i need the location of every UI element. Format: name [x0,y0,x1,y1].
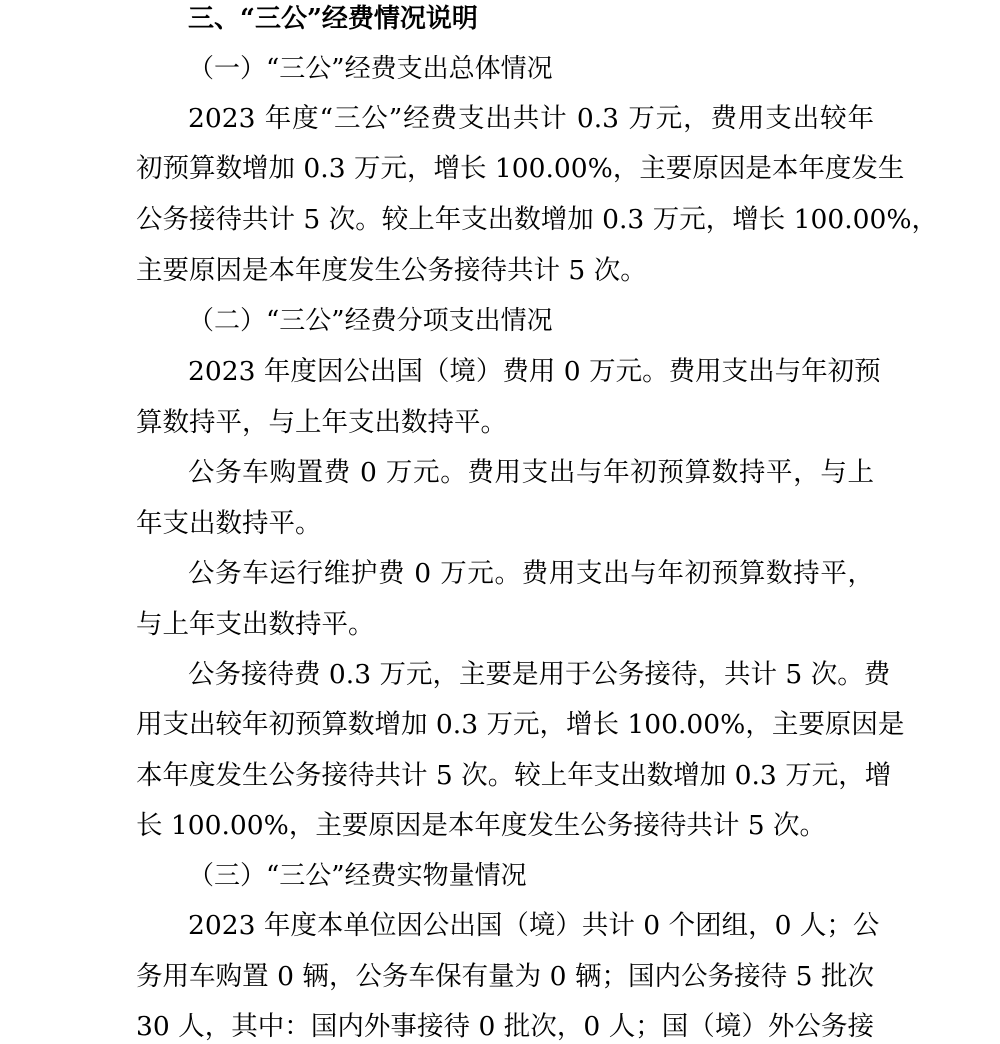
paragraph-line: 2023 年度“三公”经费支出共计 0.3 万元，费用支出较年 [188,103,874,134]
paragraph-line: 初预算数增加 0.3 万元，增长 100.00%，主要原因是本年度发生 [136,153,905,184]
paragraph-line: 年支出数持平。 [136,508,322,539]
paragraph-line: 本年度发生公务接待共计 5 次。较上年支出数增加 0.3 万元，增 [136,760,892,791]
paragraph-line: 30 人，其中：国内外事接待 0 批次，0 人；国（境）外公务接 [136,1011,874,1042]
paragraph-line: 与上年支出数持平。 [136,609,375,640]
paragraph-line: 务用车购置 0 辆，公务车保有量为 0 辆；国内公务接待 5 批次 [136,961,874,992]
paragraph-line: 算数持平，与上年支出数持平。 [136,407,507,438]
paragraph-line: 公务车运行维护费 0 万元。费用支出与年初预算数持平， [188,558,874,589]
subsection-heading-overall: （一）“三公”经费支出总体情况 [188,54,553,84]
section-title: 三、“三公”经费情况说明 [188,4,478,34]
paragraph-line: 公务车购置费 0 万元。费用支出与年初预算数持平，与上 [188,457,874,488]
paragraph-line: 用支出较年初预算数增加 0.3 万元，增长 100.00%，主要原因是 [136,709,905,740]
paragraph-line: 长 100.00%，主要原因是本年度发生公务接待共计 5 次。 [136,810,827,841]
subsection-heading-physical: （三）“三公”经费实物量情况 [188,861,527,891]
paragraph-line: 公务接待费 0.3 万元，主要是用于公务接待，共计 5 次。费 [188,659,891,690]
paragraph-line: 2023 年度因公出国（境）费用 0 万元。费用支出与年初预 [188,356,881,387]
paragraph-line: 2023 年度本单位因公出国（境）共计 0 个团组，0 人；公 [188,910,880,941]
paragraph-line: 公务接待共计 5 次。较上年支出数增加 0.3 万元，增长 100.00%， [136,204,939,235]
subsection-heading-itemized: （二）“三公”经费分项支出情况 [188,306,553,336]
paragraph-line: 主要原因是本年度发生公务接待共计 5 次。 [136,255,647,286]
